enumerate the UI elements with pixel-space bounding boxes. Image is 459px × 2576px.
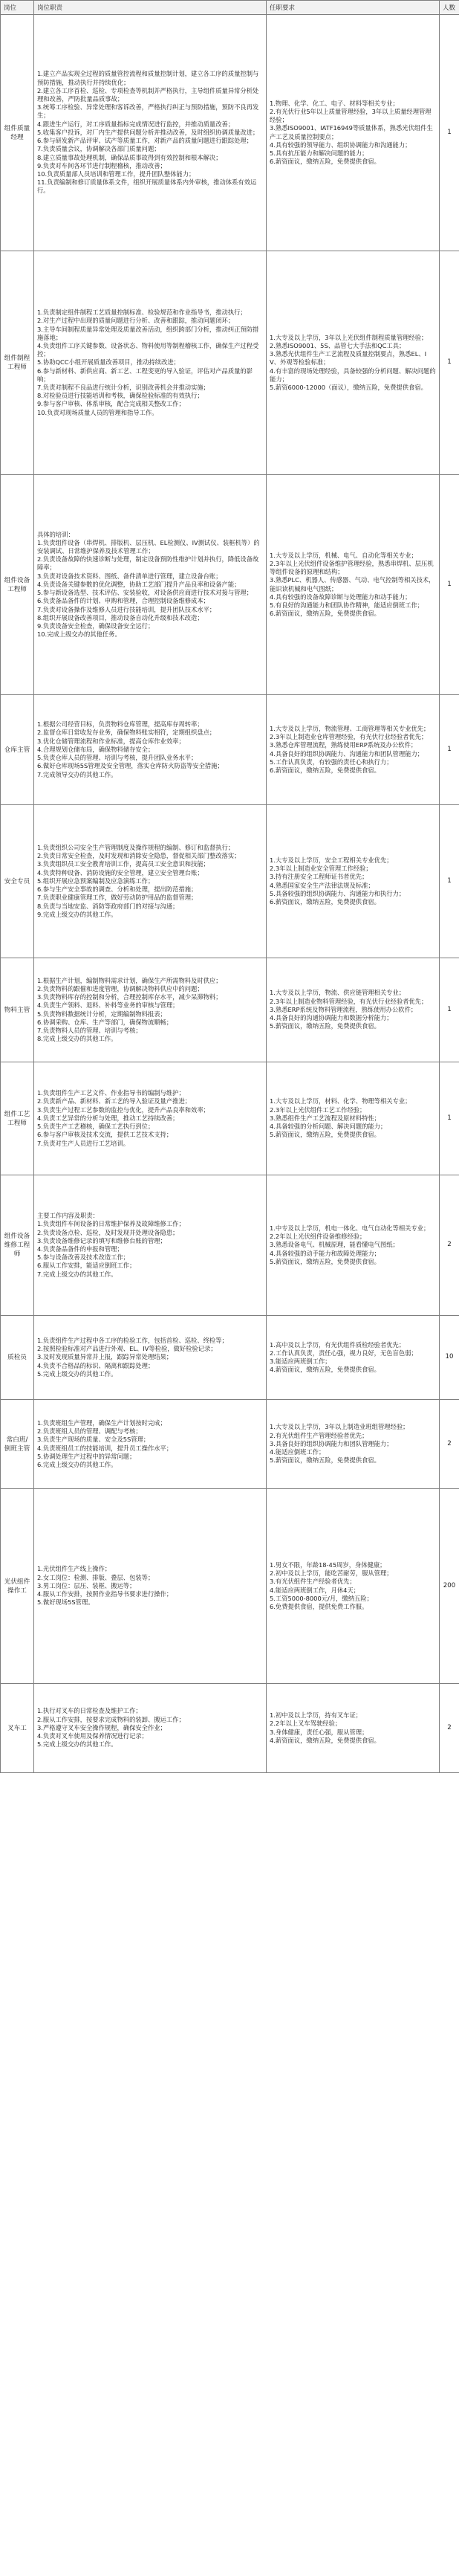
duty-line: 5.完成上级交办的其他工作。 xyxy=(37,1369,117,1378)
duty-line: 4.负责生产领料、退料、补料等业务的审核与管理； xyxy=(37,1001,179,1010)
requirement-line: 4.能适应两班倒工作，月休4天； xyxy=(270,1586,360,1594)
count-cell: 1 xyxy=(440,475,459,695)
duty-line: 8.完成上级交办的其他工作。 xyxy=(37,1035,117,1043)
requirement-line: 5.具有抗压能力和解决问题的能力； xyxy=(270,149,368,157)
requirement-line: 2.3年以上制造业仓库管理经验，有光伏行业经验者优先； xyxy=(270,733,428,741)
duty-line: 2.负责设备故障的快速诊断与处理，制定设备预防性维护计划并执行，降低设备故障率； xyxy=(37,555,259,572)
duty-line: 3.及时发现质量异常并上报，跟踪异常处理结果； xyxy=(37,1353,173,1361)
requirement-line: 1.男女不限，年龄18-45周岁，身体健康； xyxy=(270,1560,386,1569)
duty-line: 2.服从工作安排，按要求完成物料的装卸、搬运工作； xyxy=(37,1715,185,1723)
duty-line: 10.完成上级交办的其他任务。 xyxy=(37,630,121,639)
duty-line: 4.负责设备关键参数的优化调整，协助工艺部门提升产品良率和设备产能； xyxy=(37,580,241,588)
duties-cell xyxy=(34,958,267,1062)
requirement-line: 4.具备良好的组织协调能力、沟通能力和团队管理能力； xyxy=(270,749,424,758)
duty-line: 4.负责工艺异常的分析与处理，推动工艺持续改善； xyxy=(37,1114,179,1122)
duty-line: 6.参与客户审核及技术交流，提供工艺技术支持； xyxy=(37,1131,173,1139)
duty-line: 4.负责备品备件的申报和管理； xyxy=(37,1245,123,1253)
table-row xyxy=(1,1684,459,1773)
requirement-line: 2.熟悉ISO9001、5S、品管七大手法和QC工具； xyxy=(270,341,406,349)
duty-line: 11.负责编制和修订质量体系文件，组织开展质量体系内外审核，推动体系有效运行。 xyxy=(37,178,257,195)
duty-line: 1.负责班组生产管理，确保生产计划按时完成； xyxy=(37,1418,166,1427)
duty-line: 4.负责不合格品的标识、隔离和跟踪处理； xyxy=(37,1361,154,1369)
requirement-line: 5.薪资面议，缴纳五险，免费提供食宿。 xyxy=(270,1131,380,1139)
duty-line: 2.负责班组人员的管理、调配与考核； xyxy=(37,1427,142,1436)
duty-line: 4.合理规划仓储布局，确保物料储存安全； xyxy=(37,745,154,753)
duty-line: 9.负责对车间各环节进行制程稽核，推动改善； xyxy=(37,161,166,170)
duty-line: 1.执行对叉车的日常检查及维护工作； xyxy=(37,1707,142,1715)
position-cell: 常白班/倒班主管 xyxy=(1,1400,34,1489)
requirement-line: 1.大专及以上学历，物流、供应链管理相关专业； xyxy=(270,989,406,997)
requirements-cell xyxy=(267,958,440,1062)
requirements-cell xyxy=(267,1684,440,1773)
count-cell: 10 xyxy=(440,1316,459,1400)
duty-line: 9.参与客户审核、体系审核，配合完成相关整改工作； xyxy=(37,400,185,408)
requirements-cell xyxy=(267,805,440,958)
duty-line: 3.严格遵守叉车安全操作规程，确保安全作业； xyxy=(37,1723,166,1731)
requirement-line: 3.熟悉组件生产工艺流程及原材料特性； xyxy=(270,1114,380,1122)
position-cell: 组件工艺工程师 xyxy=(1,1062,34,1175)
duty-line: 2.女工岗位：检测、排版、叠层、包装等； xyxy=(37,1573,154,1581)
requirement-line: 2.2年以上叉车驾驶经验； xyxy=(270,1720,342,1728)
requirement-line: 5.薪资面议，缴纳五险，免费提供食宿。 xyxy=(270,1456,380,1465)
duty-line: 6.完成上级交办的其他工作。 xyxy=(37,1460,117,1468)
requirement-line: 2.有光伏组件生产管理经验者优先； xyxy=(270,1431,368,1439)
requirements-cell xyxy=(267,15,440,251)
duty-line: 5.协调处理生产过程中的异常问题； xyxy=(37,1452,136,1460)
requirement-line: 3.具备良好的组织协调能力和团队管理能力； xyxy=(270,1439,393,1447)
duty-line: 3.主导车间制程质量异常处理及质量改善活动，组织跨部门分析，推动纠正预防措施落地； xyxy=(37,325,259,341)
duty-line: 5.做好现场5S管理。 xyxy=(37,1598,94,1607)
requirement-line: 5.薪资6000-12000（面议），缴纳五险，免费提供食宿。 xyxy=(270,384,427,391)
duty-line: 7.负责职业健康管理工作，做好劳动防护用品的监督管理； xyxy=(37,894,198,902)
duty-line: 2.负责设备点检、巡检，及时发现并处理设备隐患； xyxy=(37,1228,179,1236)
count-cell: 2 xyxy=(440,1400,459,1489)
duty-line: 3.负责对设备技术资料、图纸、备件清单进行管理，建立设备台账； xyxy=(37,572,222,580)
requirement-line: 4.具备良好的沟通协调能力和数据分析能力； xyxy=(270,1014,393,1022)
requirement-line: 2.3年以上制造业物料管理经验，有光伏行业经验者优先； xyxy=(270,997,428,1005)
requirement-line: 1.中专及以上学历，机电一体化、电气自动化等相关专业； xyxy=(270,1224,430,1232)
requirement-line: 4.薪资面议，缴纳五险，免费提供食宿。 xyxy=(270,1736,380,1744)
requirement-line: 3.熟悉仓库管理流程，熟练使用ERP系统及办公软件； xyxy=(270,741,417,749)
duty-line: 7.负责对设备操作及维修人员进行技能培训，提升团队技术水平； xyxy=(37,605,216,613)
duty-line: 1.光伏组件生产线上操作； xyxy=(37,1565,111,1573)
header-requirements: 任职要求 xyxy=(267,1,440,15)
duty-line: 3.统筹工序检验、异常处理和客诉改善，严格执行纠正与预防措施，预防不良再发生； xyxy=(37,103,259,120)
table-body xyxy=(1,15,459,1773)
duty-line: 3.负责生产过程工艺参数的监控与优化，提升产品良率和效率； xyxy=(37,1105,209,1114)
table-row xyxy=(1,15,459,251)
requirement-line: 2.3年以上光伏组件设备维护管理经验，熟悉串焊机、层压机等组件设备的原理和结构； xyxy=(270,559,434,576)
duty-line: 1.根据生产计划，编制物料需求计划，确保生产所需物料及时供应； xyxy=(37,976,222,984)
count-cell: 2 xyxy=(440,1684,459,1773)
duty-line: 3.优化仓储管理流程和作业标准，提高仓库作业效率； xyxy=(37,737,185,745)
count-cell: 1 xyxy=(440,1062,459,1175)
position-cell: 仓库主管 xyxy=(1,695,34,805)
requirement-line: 4.具有较强的设备故障诊断与处理能力和动手能力； xyxy=(270,593,411,601)
table-row xyxy=(1,1062,459,1175)
duty-line: 2.建立各工序首检、巡检、专项检查等机制并严格执行，主导组件质量异常分析处理和改善，严防批量品质事故； xyxy=(37,86,259,103)
duty-line: 3.负责物料库存的控制和分析，合理控制库存水平，减少呆滞物料； xyxy=(37,993,222,1001)
duty-line: 10.负责对现场质量人员的管理和指导工作。 xyxy=(37,408,158,416)
table-row xyxy=(1,805,459,958)
requirement-line: 4.能适应倒班工作； xyxy=(270,1448,325,1456)
duty-line: 5.参与设备改善及技术改造工作； xyxy=(37,1253,130,1262)
requirements-cell xyxy=(267,1316,440,1400)
duty-line: 5.参与新设备选型、技术评估、安装验收，对设备供应商进行技术对接与管理； xyxy=(37,589,253,597)
duty-line: 1.建立产品实现全过程的质量管控流程和质量控制计划，建立各工序的质量控制与预防措施，推动执行并持续优化； xyxy=(37,70,259,86)
duty-line: 2.监督仓库日常收发存业务，确保物料账实相符，定期组织盘点； xyxy=(37,729,216,737)
duty-line: 2.负责新产品、新材料、新工艺的导入验证及量产推进； xyxy=(37,1097,192,1105)
duty-line: 5.负责仓库人员的管理、培训与考核，提升团队业务水平； xyxy=(37,754,198,762)
requirement-line: 4.有丰富的现场处理经验，具备较强的分析问题、解决问题的能力； xyxy=(270,367,436,383)
count-cell: 1 xyxy=(440,251,459,475)
count-cell: 1 xyxy=(440,15,459,251)
duties-cell xyxy=(34,1316,267,1400)
requirements-cell xyxy=(267,695,440,805)
duties-cell xyxy=(34,1489,267,1684)
requirement-line: 5.薪资面议，缴纳五险，免费提供食宿。 xyxy=(270,1257,380,1265)
requirement-line: 5.工作认真负责，有较强的责任心和执行力； xyxy=(270,758,393,766)
duty-line: 3.负责组织员工安全教育培训工作，提高员工安全意识和技能； xyxy=(37,860,209,868)
duties-cell xyxy=(34,805,267,958)
duty-line: 5.组织开展应急预案编制及应急演练工作； xyxy=(37,877,154,885)
duty-line: 8.对检验员进行技能培训和考核，确保检验标准的有效执行； xyxy=(37,392,204,400)
duty-line: 9.完成上级交办的其他工作。 xyxy=(37,910,117,918)
duty-line: 2.对生产过程中出现的质量问题进行分析、改善和跟踪，推动问题闭环； xyxy=(37,317,235,325)
requirements-cell xyxy=(267,1175,440,1316)
count-cell: 1 xyxy=(440,695,459,805)
duty-line: 8.建立质量事故处理机制，确保品质事故得到有效控制和根本解决； xyxy=(37,153,222,161)
table-row xyxy=(1,1175,459,1316)
requirement-line: 4.具有较强的领导能力、组织协调能力和沟通能力； xyxy=(270,141,411,149)
duty-line: 7.负责对制程不良品进行统计分析，识别改善机会并推动实施； xyxy=(37,384,209,391)
requirement-line: 1.初中及以上学历，持有叉车证； xyxy=(270,1711,362,1720)
position-cell: 叉车工 xyxy=(1,1684,34,1773)
table-row xyxy=(1,1400,459,1489)
header-position: 岗位 xyxy=(1,1,34,15)
duty-line: 8.负责与当地安监、消防等政府部门的对接与沟通； xyxy=(37,902,179,910)
position-cell: 组件设备工程师 xyxy=(1,475,34,695)
duty-line: 1.负责组件生产过程中各工序的检验工作，包括首检、巡检、终检等； xyxy=(37,1336,228,1344)
requirement-line: 1.大专及以上学历，物流管理、工商管理等相关专业优先； xyxy=(270,724,430,732)
duty-line: 10.负责质量部人员培训和管理工作，提升团队整体能力； xyxy=(37,170,195,178)
position-cell: 光伏组件操作工 xyxy=(1,1489,34,1684)
requirement-line: 2.2年以上光伏组件设备维修经验； xyxy=(270,1233,366,1241)
requirement-line: 3.熟悉PLC、机器人、传感器、气动、电气控制等相关技术，能识读机械和电气图纸； xyxy=(270,576,435,593)
count-cell: 1 xyxy=(440,805,459,958)
requirement-line: 5.薪资面议，缴纳五险，免费提供食宿。 xyxy=(270,1022,380,1030)
duty-line: 1.负责组件车间设备的日常维护保养及故障维修工作； xyxy=(37,1220,185,1228)
requirement-line: 2.3年以上制造业安全管理工作经验； xyxy=(270,865,372,873)
duty-line: 2.按照检验标准对产品进行外观、EL、IV等检验，做好检验记录； xyxy=(37,1345,217,1353)
requirement-line: 3.熟悉ERP系统及物料管理流程，熟练使用办公软件； xyxy=(270,1005,417,1013)
duties-cell xyxy=(34,1175,267,1316)
table-row xyxy=(1,475,459,695)
requirements-cell xyxy=(267,1062,440,1175)
duty-line: 5.负责物料数据统计分析，定期编制物料报表； xyxy=(37,1010,166,1018)
count-cell: 2 xyxy=(440,1175,459,1316)
duty-line: 4.负责对叉车使用及保养情况进行记录； xyxy=(37,1732,148,1740)
requirement-line: 6.薪资面议，缴纳五险，免费提供食宿。 xyxy=(270,158,380,166)
duties-cell xyxy=(34,695,267,805)
duty-line: 6.负责备品备件的计划、申购和管理，合理控制设备维修成本； xyxy=(37,597,209,605)
requirement-line: 6.薪资面议，缴纳五险，免费提供食宿。 xyxy=(270,610,380,618)
duty-line: 4.服从工作安排，按照作业指导书要求进行操作； xyxy=(37,1590,173,1598)
duties-cell xyxy=(34,1400,267,1489)
position-cell: 质检员 xyxy=(1,1316,34,1400)
duty-line: 1.负责组件生产工艺文件、作业指导书的编制与维护； xyxy=(37,1089,185,1097)
duties-cell xyxy=(34,251,267,475)
duty-line: 2.负责物料的跟催和进度管理，协调解决物料供应中的问题； xyxy=(37,984,204,992)
header-duties: 岗位职责 xyxy=(34,1,267,15)
duty-line: 4.负责特种设备、消防设施的安全管理，建立安全管理台账； xyxy=(37,868,204,877)
requirements-cell xyxy=(267,251,440,475)
duty-line: 5.负责生产工艺稽核，确保工艺执行到位； xyxy=(37,1123,154,1131)
duty-line: 3.男工岗位：层压、装框、搬运等； xyxy=(37,1581,136,1589)
duty-line: 主要工作内容及职责： xyxy=(37,1212,99,1220)
duty-line: 7.完成上级交办的其他工作。 xyxy=(37,1270,117,1278)
requirement-line: 3.能适应两班倒工作； xyxy=(270,1358,331,1365)
duty-line: 7.完成领导交办的其他工作。 xyxy=(37,770,117,778)
duty-line: 1.负责制定组件制程工艺质量控制标准、检验规范和作业指导书，推动执行； xyxy=(37,309,247,317)
requirement-line: 3.持有注册安全工程师证书者优先； xyxy=(270,873,368,881)
requirement-line: 4.薪资面议，缴纳五险，免费提供食宿。 xyxy=(270,1366,380,1374)
position-cell: 组件设备维修工程师 xyxy=(1,1175,34,1316)
requirement-line: 3.熟悉光伏组件生产工艺流程及质量控制要点，熟悉EL、IV、外观等检验标准； xyxy=(270,350,427,367)
duty-line: 1.负责组织公司安全生产管理制度及操作规程的编制、修订和监督执行； xyxy=(37,844,235,852)
duty-line: 6.协调采购、仓库、生产等部门，确保物流顺畅； xyxy=(37,1018,173,1026)
requirement-line: 4.具备较强的动手能力和故障处理能力； xyxy=(270,1249,380,1257)
duty-line: 9.负责设备安全检查，确保设备安全运行； xyxy=(37,622,154,630)
duty-line: 1.根据公司经营目标，负责物料仓库管理，提高库存周转率； xyxy=(37,720,204,729)
requirement-line: 1.大专及以上学历，3年以上制造业班组管理经验； xyxy=(270,1423,409,1431)
header-count: 人数 xyxy=(440,1,459,15)
duty-line: 8.组织开展设备改善项目，推动设备自动化升级和技术改造； xyxy=(37,613,204,622)
requirement-line: 5.工资5000-8000元/月，缴纳五险； xyxy=(270,1594,373,1602)
requirement-line: 4.具备较强的分析问题、解决问题的能力； xyxy=(270,1123,387,1131)
duty-line: 1.负责组件设备（串焊机、排版机、层压机、EL检测仪、IV测试仪、装框机等）的安装调试、日常维护保养及技术管理工作； xyxy=(37,538,260,555)
position-cell: 组件质量经理 xyxy=(1,15,34,251)
duty-line: 具体的培训： xyxy=(37,530,74,538)
duties-cell xyxy=(34,1062,267,1175)
requirement-line: 6.薪资面议，缴纳五险，免费提供食宿。 xyxy=(270,897,380,906)
duty-line: 4.负责班组员工的技能培训，提升员工操作水平； xyxy=(37,1444,173,1452)
position-cell: 物料主管 xyxy=(1,958,34,1062)
duties-cell xyxy=(34,15,267,251)
duty-line: 6.参与新材料、新供应商、新工艺、工程变更的导入验证，评估对产品质量的影响； xyxy=(37,367,253,383)
duty-line: 6.参与生产安全事故的调查、分析和处理，提出防范措施； xyxy=(37,885,198,894)
duty-line: 4.负责组件工序关键参数、设备状态、物料使用等制程稽核工作，确保生产过程受控； xyxy=(37,341,259,358)
duty-line: 7.负责对生产人员进行工艺培训。 xyxy=(37,1139,130,1147)
requirements-cell xyxy=(267,475,440,695)
requirement-line: 6.薪资面议，缴纳五险，免费提供食宿。 xyxy=(270,766,380,774)
requirement-line: 1.大专及以上学历，安全工程相关专业优先； xyxy=(270,856,393,864)
requirement-line: 1.物理、化学、化工、电子、材料等相关专业； xyxy=(270,99,399,107)
requirement-line: 6.免费提供食宿，提供免费工作服。 xyxy=(270,1602,368,1610)
requirement-line: 1.大专及以上学历，材料、化学、物理等相关专业； xyxy=(270,1097,411,1105)
position-cell: 组件制程工程师 xyxy=(1,251,34,475)
duties-cell xyxy=(34,475,267,695)
duty-line: 5.协助QCC小组开展质量改善项目，推动持续改进； xyxy=(37,358,180,367)
requirement-line: 3.有光伏组件生产经验者优先； xyxy=(270,1578,356,1586)
table-row xyxy=(1,251,459,475)
position-cell: 安全专员 xyxy=(1,805,34,958)
table-row xyxy=(1,695,459,805)
requirement-line: 3.熟悉ISO9001、IATF16949等质量体系，熟悉光伏组件生产工艺及质量控制要点； xyxy=(270,124,433,141)
requirement-line: 2.初中及以上学历，能吃苦耐劳，服从管理； xyxy=(270,1569,393,1578)
duty-line: 3.负责设备维修记录的填写和维修台账的管理； xyxy=(37,1236,166,1245)
requirement-line: 3.身体健康，责任心强，服从管理； xyxy=(270,1728,368,1736)
table-row xyxy=(1,958,459,1062)
requirement-line: 2.3年以上光伏组件工艺工作经验； xyxy=(270,1105,366,1114)
table-header-row xyxy=(1,1,459,15)
duty-line: 7.负责质量会议，协调解决各部门质量问题； xyxy=(37,145,160,153)
requirement-line: 4.熟悉国家安全生产法律法规及标准； xyxy=(270,881,374,889)
count-cell: 1 xyxy=(440,958,459,1062)
duty-line: 5.收集客户投诉，对厂内生产提供问题分析并推动改善，及时组织协调质量改进； xyxy=(37,128,259,136)
duties-cell xyxy=(34,1684,267,1773)
duty-line: 6.服从工作安排，能适应倒班工作； xyxy=(37,1262,136,1270)
duty-line: 6.参与研发新产品评审、试产等质量工作，对新产品的质量问题进行跟踪处理； xyxy=(37,137,253,145)
requirements-cell xyxy=(267,1400,440,1489)
requirement-line: 5.有良好的沟通能力和团队协作精神，能适应倒班工作； xyxy=(270,601,424,609)
duty-line: 3.负责生产现场的质量、安全及5S管理； xyxy=(37,1436,150,1444)
duty-line: 4.跟进生产运行，对工序质量指标完成情况进行监控，并推动质量改善； xyxy=(37,120,235,128)
requirement-line: 5.具备较强的组织协调能力、沟通能力和执行力； xyxy=(270,889,406,897)
requirements-cell xyxy=(267,1489,440,1684)
duty-line: 6.做好仓库现场5S管理及安全管理，落实仓库防火防盗等安全措施； xyxy=(37,762,224,770)
requirement-line: 1.大专及以上学历，机械、电气、自动化等相关专业； xyxy=(270,551,417,559)
table-row xyxy=(1,1489,459,1684)
table-row xyxy=(1,1316,459,1400)
duty-line: 5.完成上级交办的其他工作。 xyxy=(37,1740,117,1749)
requirement-line: 3.熟悉设备电气、机械原理，能看懂电气图纸； xyxy=(270,1241,399,1249)
count-cell: 200 xyxy=(440,1489,459,1684)
duty-line: 7.负责物料人员的管理、培训与考核； xyxy=(37,1026,142,1034)
duty-line: 2.负责日常安全检查，及时发现和消除安全隐患，督促相关部门整改落实； xyxy=(37,852,241,860)
requirement-line: 2.有光伏行业5年以上质量管理经验，3年以上质量经理管理经验； xyxy=(270,107,432,124)
requirement-line: 1.高中及以上学历，有光伏组件质检经验者优先； xyxy=(270,1340,406,1349)
requirement-line: 2.工作认真负责，责任心强，视力良好，无色盲色弱； xyxy=(270,1349,417,1357)
requirement-line: 1.大专及以上学历，3年以上光伏组件制程质量管理经验； xyxy=(270,333,428,341)
